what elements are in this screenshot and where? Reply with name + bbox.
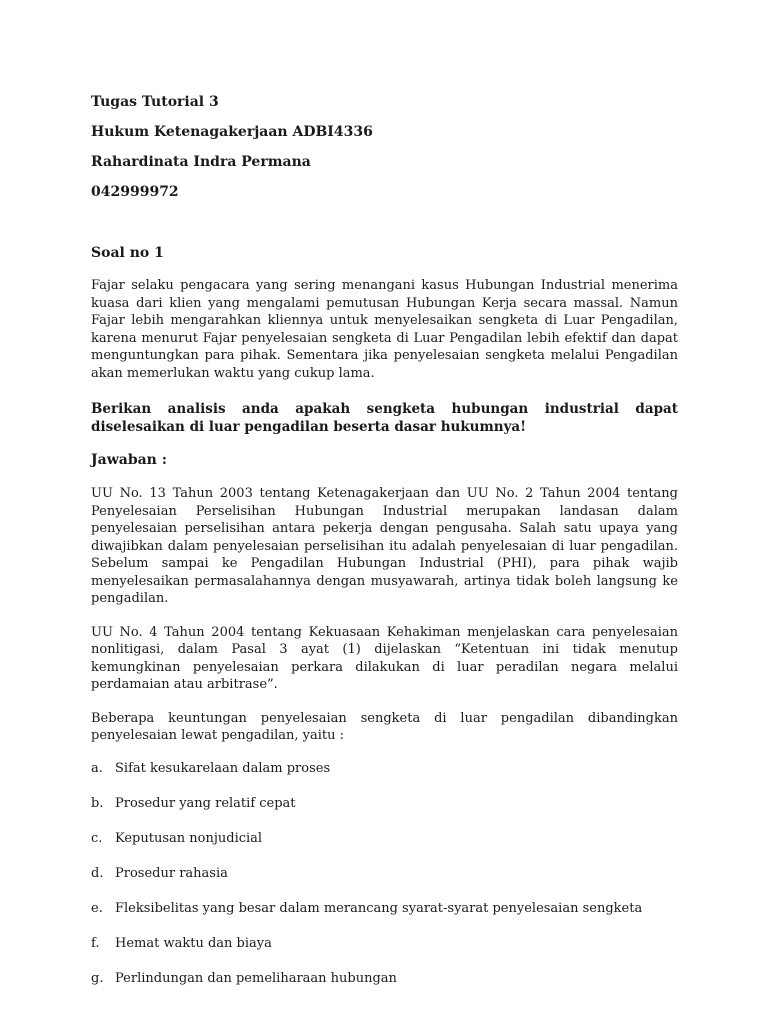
list-item: [91, 970, 678, 988]
answer-paragraph-2: UU No. 4 Tahun 2004 tentang Kekuasaan Kehakiman menjelaskan cara penyelesaian nonlitigasi, dalam Pasal 3 ayat (1) dijelaskan “Ketentuan ini tidak menutup kemungkinan penyelesaian perkara dilakukan di luar peradilan negara melalui perdamaian atau arbitrase”.: [91, 624, 678, 692]
list-item: [91, 900, 678, 918]
list-item-text: Keputusan nonjudicial: [115, 830, 263, 846]
advantages-list: [91, 760, 678, 988]
answer-heading: Jawaban :: [91, 452, 167, 468]
list-item-text: Sifat kesukarelaan dalam proses: [115, 760, 331, 776]
question-prompt: Berikan analisis anda apakah sengketa hubungan industrial dapat diselesaikan di luar pengadilan beserta dasar hukumnya!: [91, 401, 678, 435]
student-id: 042999972: [91, 184, 179, 200]
list-item-label: e.: [91, 900, 103, 916]
list-item-label: d.: [91, 865, 104, 881]
list-item-label: a.: [91, 760, 103, 776]
list-item-label: g.: [91, 970, 104, 986]
list-item-label: c.: [91, 830, 103, 846]
student-name: Rahardinata Indra Permana: [91, 154, 311, 170]
list-item-text: Prosedur rahasia: [115, 865, 228, 881]
list-item-text: Fleksibelitas yang besar dalam merancang syarat-syarat penyelesaian sengketa: [115, 900, 643, 916]
list-item-text: Prosedur yang relatif cepat: [115, 795, 296, 811]
answer-paragraph-1: UU No. 13 Tahun 2003 tentang Ketenagakerjaan dan UU No. 2 Tahun 2004 tentang Penyelesaian Perselisihan Hubungan Industrial merupakan landasan dalam penyelesaian perselisihan antara pekerja dengan pengusaha. Salah satu upaya yang diwajibkan dalam penyelesaian perselisihan itu adalah penyelesaian di luar pengadilan. Sebelum sampai ke Pengadilan Hubungan Industrial (PHI), para pihak wajib menyelesaikan permasalahannya dengan musyawarah, artinya tidak boleh langsung ke pengadilan.: [91, 486, 678, 606]
answer-paragraph-3: Beberapa keuntungan penyelesaian sengketa di luar pengadilan dibandingkan penyelesaian lewat pengadilan, yaitu :: [91, 710, 678, 743]
course-name: Hukum Ketenagakerjaan ADBI4336: [91, 124, 373, 140]
list-item-text: Perlindungan dan pemeliharaan hubungan: [115, 970, 397, 986]
list-item: [91, 795, 678, 813]
question-heading: Soal no 1: [91, 245, 164, 261]
document-page: [91, 92, 678, 988]
question-scenario: Fajar selaku pengacara yang sering menangani kasus Hubungan Industrial menerima kuasa dari klien yang mengalami pemutusan Hubungan Kerja secara massal. Namun Fajar lebih mengarahkan kliennya untuk menyelesaikan sengketa di Luar Pengadilan, karena menurut Fajar penyelesaian sengketa di Luar Pengadilan lebih efektif dan dapat menguntungkan para pihak. Sementara jika penyelesaian sengketa melalui Pengadilan akan memerlukan waktu yang cukup lama.: [91, 278, 678, 381]
list-item: [91, 760, 678, 778]
list-item-label: b.: [91, 795, 104, 811]
list-item: [91, 865, 678, 883]
list-item: [91, 830, 678, 848]
list-item-text: Hemat waktu dan biaya: [115, 935, 272, 951]
list-item: [91, 935, 678, 953]
document-title: Tugas Tutorial 3: [91, 94, 219, 110]
list-item-label: f.: [91, 935, 100, 951]
